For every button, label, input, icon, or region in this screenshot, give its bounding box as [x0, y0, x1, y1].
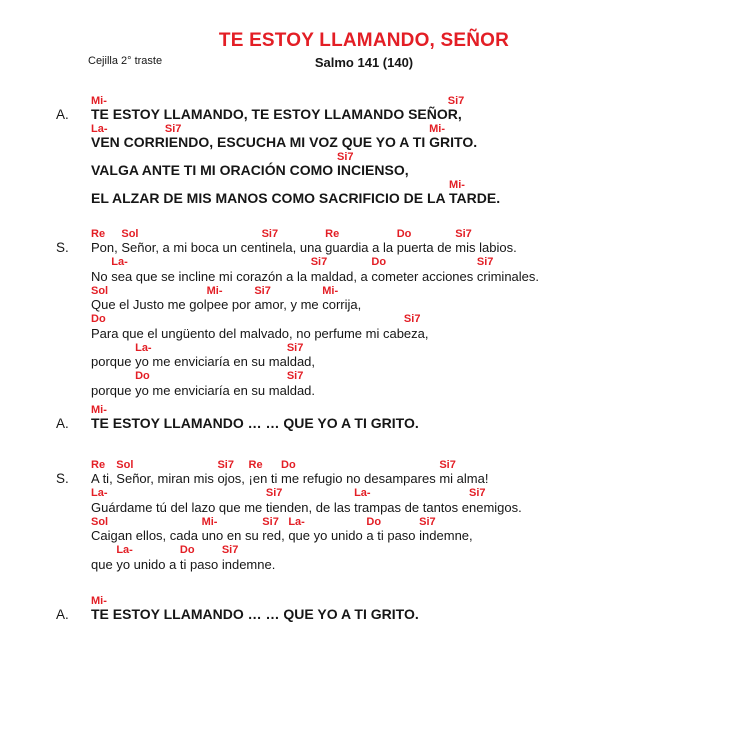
chord-label: Mi-	[206, 284, 223, 297]
lyric-line	[91, 403, 736, 431]
lyric-segment: Sol Caigan ellos, cada	[91, 515, 202, 543]
lyric-segment: Do puerta de	[396, 227, 456, 255]
lyric-line	[91, 370, 736, 399]
capo-note: Cejilla 2° traste	[88, 55, 163, 67]
lyric-line	[91, 341, 736, 370]
lyric-line	[91, 594, 736, 622]
lyric-segment: Do yo me enviciaría en su ma	[135, 370, 287, 398]
lyric-segment: Do Para que el ungüento del malvado, no perfume mi cab	[91, 313, 404, 341]
chord-label: Mi-	[322, 284, 339, 297]
lyric-segment: Mi- GRITO.	[429, 122, 478, 150]
lyric-segment: La- yo me enviciaría en su ma	[135, 341, 287, 369]
chord-label: Do	[179, 544, 195, 556]
lyric-segment: Do me refugio no desampares	[281, 458, 440, 486]
lyric-segment: La- que yo unido	[288, 515, 367, 543]
chord-label: La-	[91, 122, 108, 135]
lyric-segment: Si7 mis labios.	[455, 227, 517, 255]
lyric-line	[91, 544, 736, 573]
lyric-segment: EL ALZAR DE MIS MANOS COMO SACRIFICIO DE LA	[91, 190, 450, 206]
stanza-lines	[91, 458, 736, 572]
lyric-segment: Si7 ldad.	[286, 370, 316, 398]
lyric-segment: que	[91, 556, 117, 572]
stanza	[56, 94, 736, 206]
stanza-label: A.	[56, 107, 69, 122]
lyric-segment: Si7 INCIENSO,	[337, 150, 409, 178]
lyric-segment: Mi- uno en su	[201, 515, 263, 543]
lyric-segment: Si7 maldad, a	[310, 256, 372, 284]
chord-label: Do	[371, 256, 387, 268]
lyric-segment: Si7 red,	[262, 515, 289, 543]
chord-label: Si7	[261, 227, 279, 240]
chord-label: Si7	[476, 256, 494, 268]
chord-label: Si7	[164, 122, 182, 135]
stanza	[56, 594, 736, 622]
chord-label: Si7	[265, 487, 283, 499]
lyric-line	[91, 458, 736, 487]
chord-label: Mi-	[429, 122, 446, 135]
chord-label: Sol	[116, 458, 134, 471]
lyric-segment: Mi- pee por	[206, 284, 255, 312]
chord-label: Sol	[91, 284, 109, 297]
lyric-line	[91, 515, 736, 544]
lyric-segment: porque	[91, 382, 136, 398]
lyric-segment: Sol Señor, a mi boca un cen	[121, 227, 262, 255]
lyric-segment: Re ¡en ti	[248, 458, 282, 486]
chord-label: Si7	[337, 150, 354, 163]
lyric-segment: La- trampas de tantos e	[354, 487, 469, 515]
chord-label: La-	[354, 487, 371, 499]
chord-label: La-	[135, 341, 152, 354]
chord-label: Si7	[217, 458, 234, 471]
lyric-segment: Re Pon,	[91, 227, 122, 255]
lyric-segment: Sol Señor, miran mis	[116, 458, 218, 486]
stanza-lines	[91, 403, 736, 431]
song-title: TE ESTOY LLAMANDO, SEÑOR	[218, 30, 510, 51]
lyric-segment: Mi- corrija,	[322, 284, 362, 312]
stanza-label: A.	[56, 607, 69, 622]
chord-label: Si7	[310, 256, 328, 268]
lyric-segment: Si7 indemne.	[221, 544, 276, 572]
lyric-segment: Si7 R,	[447, 94, 465, 122]
chord-label: Si7	[221, 544, 239, 556]
lyric-segment: Si7 nemigos.	[468, 487, 522, 515]
lyric-segment: Do ti paso	[179, 544, 222, 572]
lyric-line	[91, 94, 736, 122]
chord-label: Re	[91, 458, 106, 471]
lyric-segment: Re guardia a la	[325, 227, 397, 255]
lyric-segment: No	[91, 268, 112, 284]
chord-label: Si7	[419, 515, 436, 528]
lyric-segment: Mi- TARDE.	[449, 178, 501, 206]
lyric-segment: La- Guárdame tú del lazo que me	[91, 487, 266, 515]
chord-label: La-	[288, 515, 305, 528]
stanza-label: S.	[56, 240, 69, 255]
stanza-list	[56, 94, 736, 622]
stanza	[56, 403, 736, 431]
chord-label: Do	[135, 370, 150, 382]
chord-label: Mi-	[91, 94, 107, 107]
chord-label: Re	[325, 227, 340, 240]
chord-label: Si7	[447, 94, 465, 107]
lyric-line	[91, 256, 736, 285]
chord-label: Sol	[121, 227, 139, 240]
lyric-segment: Si7 ojos,	[217, 458, 249, 486]
chord-label: Mi-	[449, 178, 465, 191]
stanza-label: A.	[56, 416, 69, 431]
lyric-segment: La- sea que se incline mi corazón a la	[111, 256, 311, 284]
lyric-line	[91, 487, 736, 516]
lyric-segment: Sol Que el Justo me gol	[91, 284, 207, 312]
lyric-segment: Mi- TE ESTOY LLAMANDO, TE ESTOY LLAMANDO SEÑO	[91, 94, 448, 122]
chord-label: Mi-	[201, 515, 218, 528]
chord-label: Si7	[254, 284, 271, 297]
stanza-label: S.	[56, 471, 69, 486]
lyric-segment: Si7 tienden, de las	[265, 487, 355, 515]
lyric-line	[91, 150, 736, 178]
chord-label: Si7	[286, 370, 304, 382]
chord-label: La-	[111, 256, 128, 268]
chord-label: Si7	[439, 458, 456, 471]
chord-label: Do	[281, 458, 296, 471]
lyric-segment: La- VEN CORR	[91, 122, 165, 150]
chord-label: La-	[116, 544, 133, 556]
lyric-line	[91, 178, 736, 206]
chord-label: Si7	[455, 227, 472, 240]
lyric-segment: Do a ti paso	[366, 515, 420, 543]
lyric-segment: porque	[91, 354, 136, 369]
lyric-segment: Si7 mi alma!	[439, 458, 489, 486]
chord-label: Do	[396, 227, 412, 240]
song-subtitle: Salmo 141 (140)	[314, 55, 414, 70]
lyric-line	[91, 122, 736, 150]
lyric-segment: Do cometer acciones	[371, 256, 477, 284]
lyric-segment: Re A ti,	[91, 458, 117, 486]
lyric-segment: Si7 ldad,	[286, 341, 316, 369]
stanza	[56, 227, 736, 398]
chord-label: Do	[366, 515, 382, 528]
lyric-segment: Mi- TE ESTOY LLAMANDO … … QUE YO A TI GRITO.	[91, 403, 419, 431]
chord-label: Si7	[262, 515, 279, 528]
lyric-segment: La- yo unido a	[116, 544, 180, 572]
stanza-lines	[91, 94, 736, 206]
lyric-segment: Si7 amor, y me	[254, 284, 323, 312]
stanza-lines	[91, 594, 736, 622]
lyric-segment: Si7 tinela, una	[261, 227, 326, 255]
chord-label: Re	[91, 227, 106, 240]
lyric-segment: Si7 eza,	[403, 313, 429, 341]
chord-label: La-	[91, 487, 108, 499]
chord-label: Mi-	[91, 594, 107, 607]
lyric-line	[91, 313, 736, 342]
lyric-segment: Si7 indemne,	[419, 515, 473, 543]
lyric-line	[91, 227, 736, 256]
stanza-lines	[91, 227, 736, 398]
lyric-line	[91, 284, 736, 313]
lyric-segment: Si7 IENDO, ESCUCHA MI VOZ QUE YO A TI	[164, 122, 430, 150]
lyric-segment: Mi- TE ESTOY LLAMANDO … … QUE YO A TI GRITO.	[91, 594, 419, 622]
chord-label: Mi-	[91, 403, 107, 416]
chord-label: Si7	[403, 313, 421, 325]
chord-label: Do	[91, 313, 106, 325]
stanza	[56, 458, 736, 572]
lyric-segment: VALGA ANTE TI MI ORACIÓN COMO	[91, 162, 338, 178]
chord-label: Si7	[468, 487, 486, 499]
chord-label: Re	[248, 458, 263, 471]
lyric-segment: Si7 criminales.	[476, 256, 540, 284]
chord-label: Si7	[286, 341, 304, 354]
chord-label: Sol	[91, 515, 109, 528]
